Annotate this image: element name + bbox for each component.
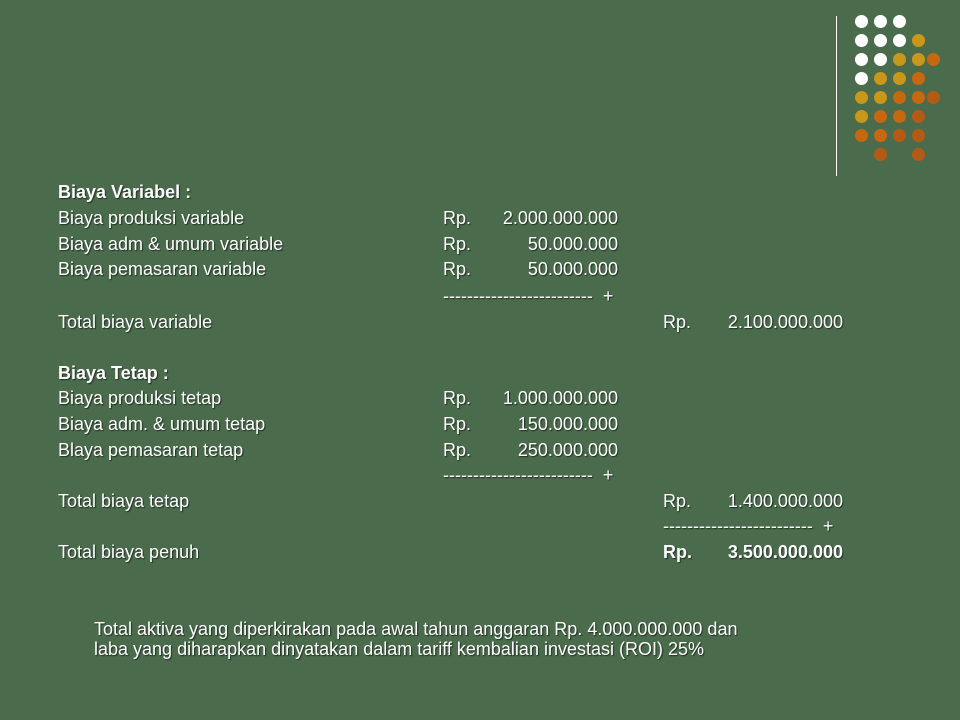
full-total-label: Total biaya penuh xyxy=(58,542,200,562)
currency-label: Rp. xyxy=(663,542,692,562)
decorative-dot xyxy=(874,148,887,161)
decorative-dot xyxy=(855,15,868,28)
amount: 1.400.000.000 xyxy=(727,491,843,511)
decorative-dot xyxy=(927,91,940,104)
variable-item-row xyxy=(58,232,918,256)
decorative-dot xyxy=(927,53,940,66)
variable-heading-row xyxy=(58,180,918,204)
currency-label: Rp. xyxy=(443,234,472,254)
amount: 2.100.000.000 xyxy=(727,312,843,332)
fixed-item-label: Biaya adm. & umum tetap xyxy=(58,414,266,434)
decorative-dot xyxy=(855,91,868,104)
variable-item-label: Biaya adm & umum variable xyxy=(58,234,284,254)
decorative-dot xyxy=(855,72,868,85)
fixed-item-row xyxy=(58,438,918,462)
sum-separator: ------------------------- + xyxy=(443,286,614,306)
amount: 3.500.000.000 xyxy=(727,542,843,562)
note-paragraph xyxy=(94,619,894,659)
decorative-dot xyxy=(912,34,925,47)
fixed-heading: Biaya Tetap : xyxy=(58,363,169,383)
currency-label: Rp. xyxy=(443,414,472,434)
variable-heading: Biaya Variabel : xyxy=(58,182,192,202)
currency-label: Rp. xyxy=(663,312,692,332)
note-line: Total aktiva yang diperkirakan pada awal tahun anggaran Rp. 4.000.000.000 dan xyxy=(94,619,738,639)
amount: 250.000.000 xyxy=(517,440,618,460)
currency-label: Rp. xyxy=(443,440,472,460)
grand-separator-row xyxy=(58,514,918,538)
decorative-dot xyxy=(893,91,906,104)
decorative-dot xyxy=(912,53,925,66)
decorative-dot xyxy=(893,34,906,47)
decorative-dot xyxy=(874,53,887,66)
decorative-dot xyxy=(874,34,887,47)
amount: 1.000.000.000 xyxy=(502,388,618,408)
decorative-dot xyxy=(893,129,906,142)
fixed-item-row xyxy=(58,386,918,410)
decorative-dot xyxy=(874,72,887,85)
decorative-dot xyxy=(855,53,868,66)
decorative-dot xyxy=(912,148,925,161)
decorative-dot xyxy=(893,15,906,28)
fixed-separator-row xyxy=(58,463,918,487)
decorative-dot xyxy=(874,91,887,104)
variable-item-label: Biaya produksi variable xyxy=(58,208,245,228)
full-total-row xyxy=(58,540,918,564)
decorative-dot xyxy=(912,91,925,104)
fixed-heading-row xyxy=(58,361,918,385)
decorative-dot xyxy=(912,72,925,85)
fixed-item-row xyxy=(58,412,918,436)
variable-item-row xyxy=(58,257,918,281)
decorative-dot xyxy=(893,53,906,66)
currency-label: Rp. xyxy=(443,388,472,408)
amount: 150.000.000 xyxy=(517,414,618,434)
decorative-dot xyxy=(912,129,925,142)
variable-separator-row xyxy=(58,284,918,308)
fixed-item-label: Blaya pemasaran tetap xyxy=(58,440,244,460)
amount: 2.000.000.000 xyxy=(502,208,618,228)
decorative-dot xyxy=(912,110,925,123)
fixed-total-label: Total biaya tetap xyxy=(58,491,190,511)
decorative-vertical-line xyxy=(836,16,837,176)
note-line: laba yang diharapkan dinyatakan dalam tariff kembalian investasi (ROI) 25% xyxy=(94,639,705,659)
decorative-dot xyxy=(874,110,887,123)
decorative-dot xyxy=(855,129,868,142)
decorative-dot xyxy=(855,110,868,123)
variable-item-row xyxy=(58,206,918,230)
amount: 50.000.000 xyxy=(527,259,618,279)
variable-total-label: Total biaya variable xyxy=(58,312,213,332)
decorative-dot xyxy=(893,72,906,85)
variable-total-row xyxy=(58,310,918,334)
decorative-dot xyxy=(855,34,868,47)
sum-separator: ------------------------- + xyxy=(663,516,834,536)
sum-separator: ------------------------- + xyxy=(443,465,614,485)
decorative-dot xyxy=(874,15,887,28)
decorative-dot xyxy=(893,110,906,123)
fixed-total-row xyxy=(58,489,918,513)
currency-label: Rp. xyxy=(663,491,692,511)
variable-item-label: Biaya pemasaran variable xyxy=(58,259,267,279)
amount: 50.000.000 xyxy=(527,234,618,254)
decorative-dot xyxy=(874,129,887,142)
fixed-item-label: Biaya produksi tetap xyxy=(58,388,222,408)
currency-label: Rp. xyxy=(443,208,472,228)
currency-label: Rp. xyxy=(443,259,472,279)
